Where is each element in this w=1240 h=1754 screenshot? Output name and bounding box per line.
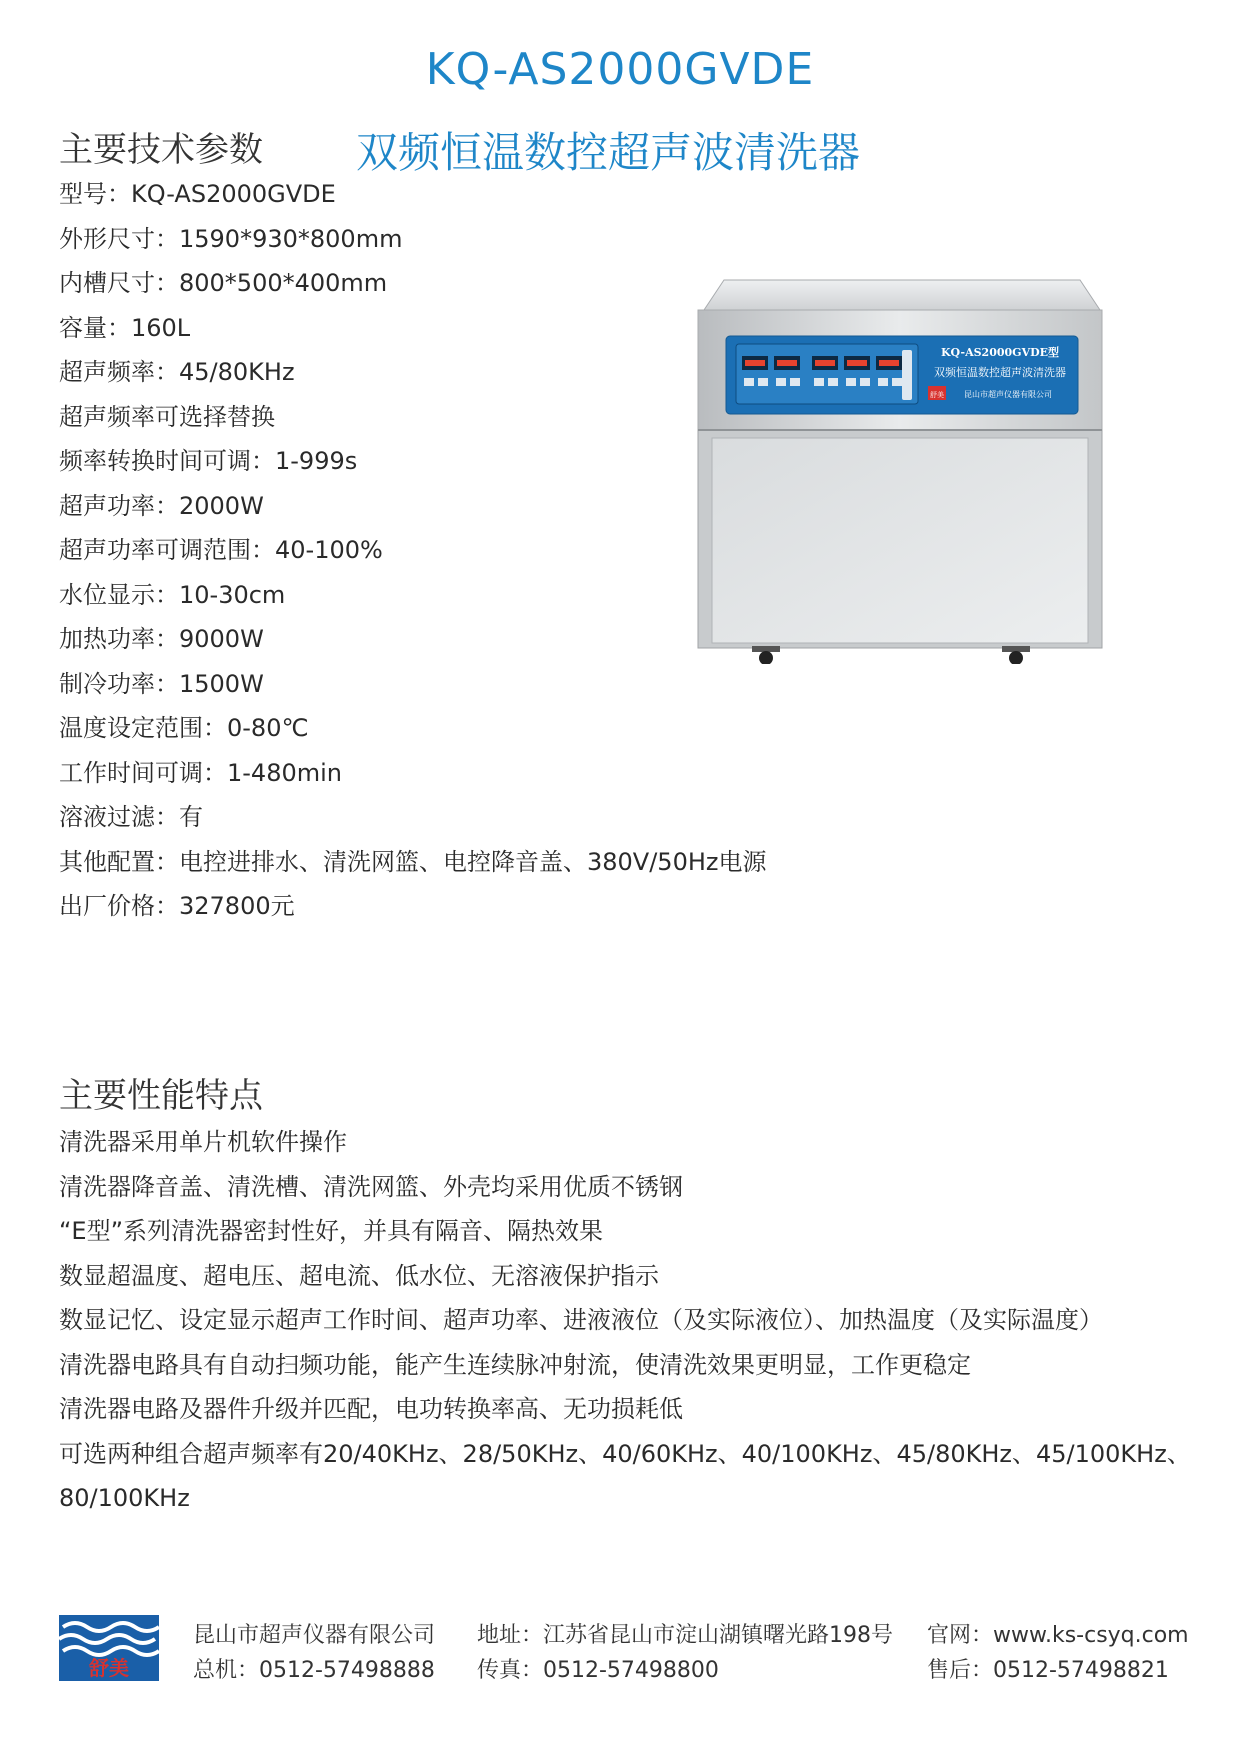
after-sales-number: 售后：0512-57498821 — [927, 1658, 1169, 1683]
logo-text: 舒美 — [89, 1656, 129, 1680]
panel-logo-label: 舒美 — [930, 391, 944, 399]
spec-item: 温度设定范围：0-80℃ — [59, 714, 309, 742]
model-title: KQ-AS2000GVDE — [425, 44, 815, 95]
spec-item: 外形尺寸：1590*930*800mm — [59, 224, 403, 253]
feature-item: 清洗器降音盖、清洗槽、清洗网篮、外壳均采用优质不锈钢 — [59, 1172, 683, 1201]
spec-item: 超声功率可调范围：40-100% — [59, 536, 383, 564]
panel-model-label: KQ-AS2000GVDE型 — [940, 346, 1060, 359]
feature-item: “E型”系列清洗器密封性好，并具有隔音、隔热效果 — [59, 1217, 604, 1245]
website: 官网：www.ks-csyq.com — [927, 1623, 1189, 1648]
feature-item: 清洗器电路具有自动扫频功能，能产生连续脉冲射流，使清洗效果更明显，工作更稳定 — [59, 1350, 971, 1379]
spec-item: 水位显示：10-30cm — [59, 580, 286, 609]
spec-item: 型号：KQ-AS2000GVDE — [59, 180, 336, 208]
feature-list — [59, 1120, 1209, 1521]
feature-item: 数显超温度、超电压、超电流、低水位、无溶液保护指示 — [59, 1261, 659, 1290]
panel-company-label: 昆山市超声仪器有限公司 — [964, 390, 1052, 399]
panel-product-label: 双频恒温数控超声波清洗器 — [934, 366, 1066, 379]
product-image — [690, 278, 1110, 664]
spec-item: 频率转换时间可调：1-999s — [59, 447, 358, 475]
spec-item: 制冷功率：1500W — [59, 669, 264, 698]
company-name: 昆山市超声仪器有限公司 — [193, 1623, 436, 1648]
spec-item: 超声频率可选择替换 — [59, 402, 275, 431]
product-name: 双频恒温数控超声波清洗器 — [356, 128, 861, 177]
spec-item: 溶液过滤：有 — [59, 803, 203, 831]
spec-item: 超声频率：45/80KHz — [59, 358, 295, 386]
spec-item: 内槽尺寸：800*500*400mm — [59, 269, 388, 297]
address: 地址：江苏省昆山市淀山湖镇曙光路198号 — [477, 1623, 893, 1648]
specs-heading: 主要技术参数 — [59, 130, 263, 170]
spec-item: 其他配置：电控进排水、清洗网篮、电控降音盖、380V/50Hz电源 — [59, 847, 767, 876]
footer — [0, 1612, 1240, 1702]
caster-wheel — [752, 646, 780, 664]
caster-wheel — [1002, 646, 1030, 664]
spec-list — [59, 172, 767, 929]
feature-item: 清洗器采用单片机软件操作 — [59, 1128, 347, 1156]
company-logo — [59, 1615, 159, 1681]
spec-item: 加热功率：9000W — [59, 625, 264, 653]
fax-number: 传真：0512-57498800 — [477, 1658, 719, 1683]
feature-item: 数显记忆、设定显示超声工作时间、超声功率、进液液位（及实际液位）、加热温度（及实际温度） — [59, 1306, 1103, 1334]
spec-item: 出厂价格：327800元 — [59, 892, 295, 920]
spec-item: 容量：160L — [59, 313, 191, 342]
features-heading: 主要性能特点 — [59, 1076, 263, 1116]
feature-item: 可选两种组合超声频率有20/40KHz、28/50KHz、40/60KHz、40/100KHz、45/80KHz、45/100KHz、80/100KHz — [59, 1439, 1191, 1512]
spec-item: 工作时间可调：1-480min — [59, 758, 342, 787]
feature-item: 清洗器电路及器件升级并匹配，电功转换率高、无功损耗低 — [59, 1395, 683, 1423]
phone-number: 总机：0512-57498888 — [193, 1658, 435, 1683]
spec-item: 超声功率：2000W — [59, 491, 264, 520]
